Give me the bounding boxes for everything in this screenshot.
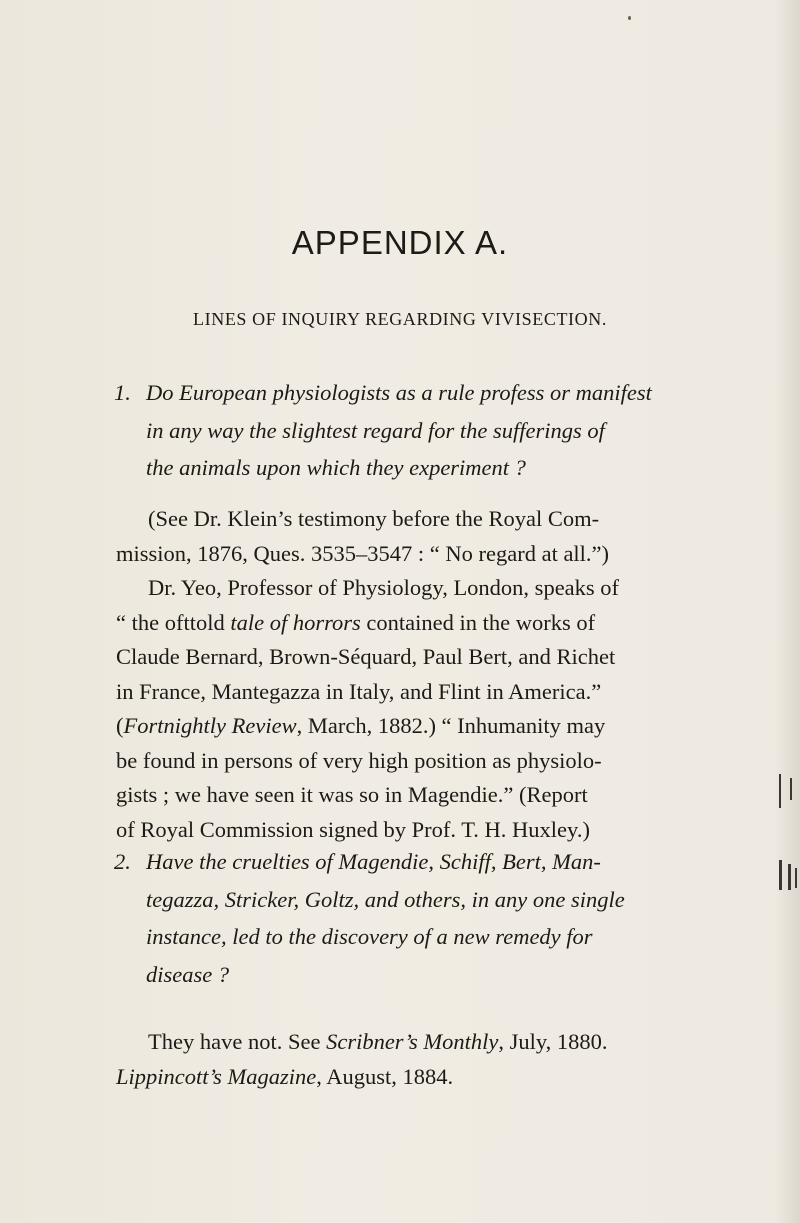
print-speck: [628, 16, 631, 20]
answer-1-line: mission, 1876, Ques. 3535–3547 : “ No regard at all.”): [116, 540, 610, 566]
answer-2-line: Lippincott’s Magazine, August, 1884.: [116, 1063, 454, 1089]
answer-2-line: They have not. See Scribner’s Monthly, July, 1880.: [148, 1029, 608, 1054]
answer-1-line: of Royal Commission signed by Prof. T. H. Huxley.): [116, 816, 590, 842]
margin-bleed-marks: [776, 772, 800, 892]
question-1: [114, 374, 764, 487]
question-number: 2.: [114, 849, 131, 874]
question-2: [114, 843, 764, 993]
answer-1-line: (See Dr. Klein’s testimony before the Royal Com-: [148, 506, 600, 531]
question-1-line: 1. Do European physiologists as a rule profess or manifest: [114, 374, 764, 412]
answer-1-line: in France, Mantegazza in Italy, and Flint in America.”: [116, 678, 602, 704]
question-number: 1.: [114, 380, 131, 405]
question-1-line: the animals upon which they experiment ?: [146, 455, 526, 480]
question-1-line: in any way the slightest regard for the sufferings of: [146, 417, 605, 443]
appendix-title: APPENDIX A.: [291, 224, 509, 261]
italic-phrase: tale of horrors: [230, 609, 361, 635]
answer-1-line: Dr. Yeo, Professor of Physiology, London, speaks of: [148, 575, 620, 600]
answer-1-line: “ the ofttold tale of horrors contained in the works of: [116, 609, 596, 635]
journal-title: Lippincott’s Magazine: [116, 1063, 317, 1089]
section-subtitle: LINES OF INQUIRY REGARDING VIVISECTION.: [193, 309, 607, 329]
answer-1-line: (Fortnightly Review, March, 1882.) “ Inhumanity may: [116, 713, 606, 738]
answer-1-line: Claude Bernard, Brown-Séquard, Paul Bert, and Richet: [116, 644, 616, 669]
question-2-line: instance, led to the discovery of a new remedy for: [146, 924, 593, 949]
question-2-line: disease ?: [146, 961, 230, 987]
answer-2: [116, 1025, 766, 1094]
journal-title: Scribner’s Monthly: [326, 1029, 499, 1054]
answer-1-line: be found in persons of very high position as physiolo-: [116, 747, 602, 773]
question-2-line: tegazza, Stricker, Goltz, and others, in any one single: [146, 886, 625, 912]
journal-title: Fortnightly Review: [123, 713, 297, 738]
question-2-line: 2. Have the cruelties of Magendie, Schiff, Bert, Man-: [114, 843, 764, 881]
answer-1-line: gists ; we have seen it was so in Magendie.” (Report: [116, 782, 588, 807]
page-edge-shadow: [774, 0, 800, 1223]
answer-1: [116, 502, 766, 847]
